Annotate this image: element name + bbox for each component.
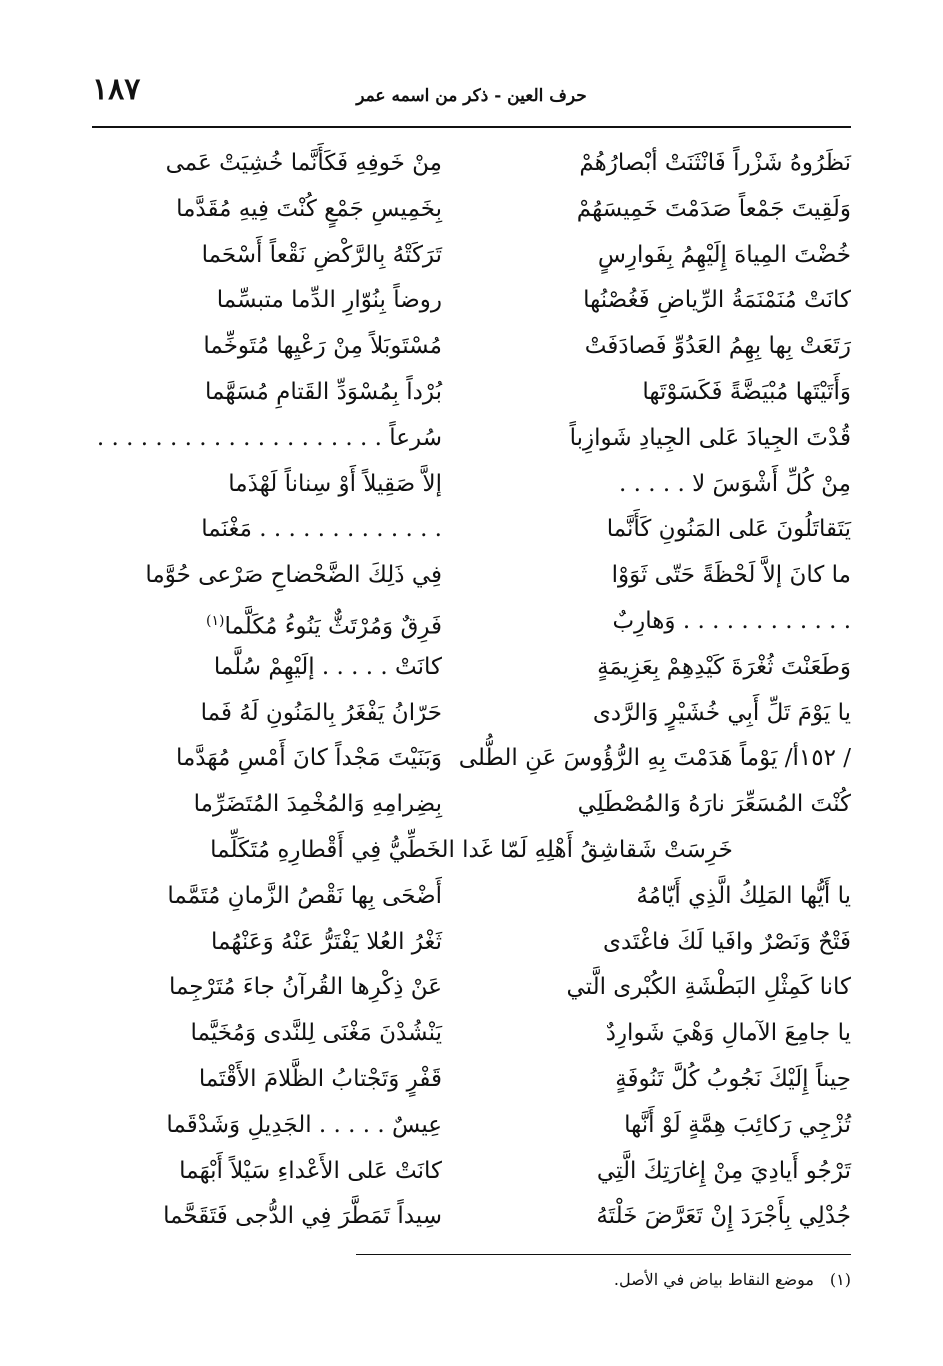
verse-first-hemistich: نَظَرُوهُ شَزْراً فَانْثَنَتْ أبْصارُهُمْ [579,150,851,176]
verse-second-text: قَفْرٍ وَتَجْتابُ الظَّلامَ الأَقْتَما [198,1065,442,1092]
verse-line [92,1150,851,1196]
verse-line [92,371,851,417]
verse-second-text: بِخَمِيسِ جَمْعٍ كُنْتَ فِيهِ مُقَدَّما [176,195,442,222]
verse-first-hemistich: خُضْتَ المِياهَ إِلَيْهِمُ بِفَوارِسٍ [597,241,851,268]
verse-line [92,554,851,600]
verse-second-hemistich [92,1156,442,1186]
verse-second-text: تَرَكَتْهُ بِالرَّكْضِ نَقْعاً أَسْحَما [201,241,442,268]
verse-second-hemistich [92,240,442,270]
verse-second-hemistich [92,881,442,911]
verse-first-hemistich: جُدْلِي بِأَجْرَدَ إِنْ تَعَرَّضَ خَلْتَهُ [596,1203,851,1230]
verse-first-hemistich: وَطَعَنْتَ ثُغْرَةَ كَيْدِهِمْ بِعَزِيمَةٍ [597,653,851,680]
verse-line [92,463,851,509]
verse-second-text: حَرّانُ يَفْغَرُ بِالمَنُونِ لَهُ فَما [200,699,442,726]
verse-second-hemistich [92,1201,442,1231]
verse-line [92,921,851,967]
page-number: ١٨٧ [92,72,141,107]
verse-second-text: أَضْحَى بِها نَقْصُ الزَّمانِ مُتَمَّما [167,882,442,909]
verse-second-text: كانَتْ . . . . . إلَيْهِمْ سُلَّما [213,653,442,680]
verse-first-hemistich: يا يَوْمَ تَلِّ أَبِي خُشَيْرٍ وَالرَّدى [592,699,851,726]
verse-second-text: يَنْشُدْنَ مَغْنَى لِلنَّدى وَمُخَيَّما [190,1020,442,1047]
verse-second-hemistich [92,194,442,224]
verse-second-hemistich [92,560,442,590]
verse-second-text: مِنْ خَوفِهِ فَكَأَنَّما خُشِيَتْ عَمى [165,150,442,176]
verse-first-hemistich: / ١٥٢أ/ يَوْماً هَدَمْتَ بِهِ الرُّؤُوسَ عَنِ الطُّلى [458,745,851,772]
verse-second-hemistich [92,972,442,1002]
verse-line [92,325,851,371]
verse-line [92,1104,851,1150]
verse-second-hemistich [92,698,442,728]
verse-first-hemistich: ما كانَ إلاَّ لَحْظَةً حَتّى ثَوَوْا [611,562,851,589]
verse-second-hemistich [92,469,442,499]
verse-line [92,783,851,829]
verse-line [92,737,851,783]
verse-first-hemistich: وَلَقِيتَ جَمْعاً صَدَمْتَ خَمِيسَهُمْ [576,195,851,222]
verse-second-hemistich [92,514,442,544]
verse-second-hemistich [92,331,442,361]
verse-line [92,188,851,234]
verse-line [92,966,851,1012]
verse-second-hemistich [92,423,442,453]
verse-second-hemistich [92,927,442,957]
footnote-text: موضع النقاط بياض في الأصل. [613,1270,814,1289]
verse-second-text: سِيداً تَمَطَّرَ فِي الدُّجى فَتَقَحَّما [163,1203,442,1230]
verse-second-text: عِيسٌ . . . . . الجَدِيلِ وَشَدْقَما [166,1111,442,1138]
verse-second-hemistich [92,377,442,407]
verse-first-hemistich: فَتْحٌ وَنَصْرٌ وافَيا لَكَ فاغْتَدى [602,928,851,955]
verse-second-text: كانَتْ عَلى الأَعْداءِ سَيْلاً أَبْهَما [179,1157,442,1184]
verse-second-hemistich [92,1018,442,1048]
verse-line [92,600,851,646]
verse-second-text: عَنْ ذِكْرِها القُرآنُ جاءَ مُتَرْجِما [168,974,442,1001]
verse-second-text: فِي ذَلِكَ الضَّحْضاحِ صَرْعى حُوَّما [145,562,442,589]
verse-second-text: . . . . . . . . . . . . . مَغْنَما [201,516,442,543]
verse-line [92,279,851,325]
footnote-rule [356,1254,851,1255]
verse-first-hemistich: كانا كَمِثْلِ البَطْشَةِ الكُبْرى الَّتي [566,974,851,1001]
verse-line [92,142,851,188]
verse-line [92,417,851,463]
verse-second-hemistich [92,1110,442,1140]
verse-line [92,646,851,692]
running-title: حرف العين - ذكر من اسمه عمر [356,86,587,106]
verse-second-text: وَبَنَيْتَ مَجْداً كانَ أَمْسِ مُهَدَّما [175,745,442,772]
verse-first-hemistich: وَأَتَيْتَها مُبْيَضَّةً فَكَسَوْتَها [642,378,851,405]
verse-second-text: بِضِرامِهِ وَالمُخْمِدَ المُتَضَرِّما [193,791,442,818]
verse-second-hemistich [92,285,442,315]
footnote-reference: (١) [205,612,225,629]
verse-first-hemistich: تُزْجِي رَكائِبَ هِمَّةٍ لَوْ أَنَّها [624,1111,851,1138]
verse-first-hemistich: حِيناً إِلَيْكَ نَجُوبُ كُلَّ تَنُوفَةٍ [615,1065,851,1092]
verse-second-text: روضاً بِنُوّارِ الدِّما متبسِّما [216,287,442,314]
verse-second-text: بُرْداً بِمُسْوَدِّ القَتامِ مُسَهَّما [205,378,442,405]
verse-second-text: سُرعاً . . . . . . . . . . . . . . . . . . . . [96,424,442,451]
verse-second-hemistich [92,743,442,773]
verse-first-hemistich: كانَتْ مُنَمْنَمَةُ الرِّياضِ فَغُصْنُها [583,287,851,314]
verse-line [92,1058,851,1104]
verse-line [92,1012,851,1058]
verse-line [92,508,851,554]
verse-first-hemistich: يا أَيُّها المَلِكُ الَّذِي أَيّامُهُ [636,882,851,909]
verse-line [92,692,851,738]
verse-second-text: إلاَّ صَقِيلاً أَوْ سِناناً لَهْذَما [228,470,442,497]
footnote [614,1270,851,1289]
verse-first-hemistich: قُدْتَ الجِيادَ عَلى الجِيادِ شَوازِباً [569,424,851,451]
verse-second-hemistich [92,606,442,642]
footnote-number: (١) [829,1270,851,1289]
verse-first-hemistich: مِنْ كُلِّ أَشْوَسَ لا . . . . . [619,470,851,497]
verse-joined-hemistich: خَرِسَتْ شَقاشِقُ أَهْلِهِ لَمّا غَدا الخَطِّيُّ فِي أَقْطارِهِ مُتَكَلِّما [210,836,733,863]
verse-second-hemistich [92,789,442,819]
verse-line [92,829,851,875]
verse-second-text: مُسْتَوبَلاً مِنْ رَعْيِها مُتَوخِّما [203,333,442,360]
verse-first-hemistich: يَتَقاتَلُونَ عَلى المَنُونِ كَأَنَّما [606,516,851,543]
verse-first-hemistich: رَتَعَتْ بِها بِهِمُ العَدُوِّ فَصادَفَتْ [584,333,851,360]
verse-first-hemistich: تَرْجُو أَيادِيَ مِنْ إِغارَتِكَ الَّتِي [596,1157,851,1184]
verse-first-hemistich: يا جامِعَ الآمالِ وَهْيَ شَوارِدٌ [605,1020,851,1047]
page-header [92,72,851,112]
verse-line [92,234,851,280]
verse-first-hemistich: كُنْتَ المُسَعِّرَ نارَهُ وَالمُصْطَلِي [577,791,851,818]
verse-second-text: ثَغْرُ العُلا يَفْتَرُّ عَنْهُ وَعَنْهُما [211,928,442,955]
verse-second-hemistich [92,1064,442,1094]
verse-line [92,1195,851,1241]
header-rule [92,126,851,128]
verse-second-text: فَرِقٌ وَمُرْتَثٌّ يَنُوءُ مُكَلَّما [224,613,442,640]
verse-line [92,875,851,921]
poem-body [92,142,851,1241]
verse-second-hemistich [92,148,442,178]
verse-second-hemistich [92,652,442,682]
verse-first-hemistich: . . . . . . . . . . . . وَهارِبٌ [612,607,851,634]
